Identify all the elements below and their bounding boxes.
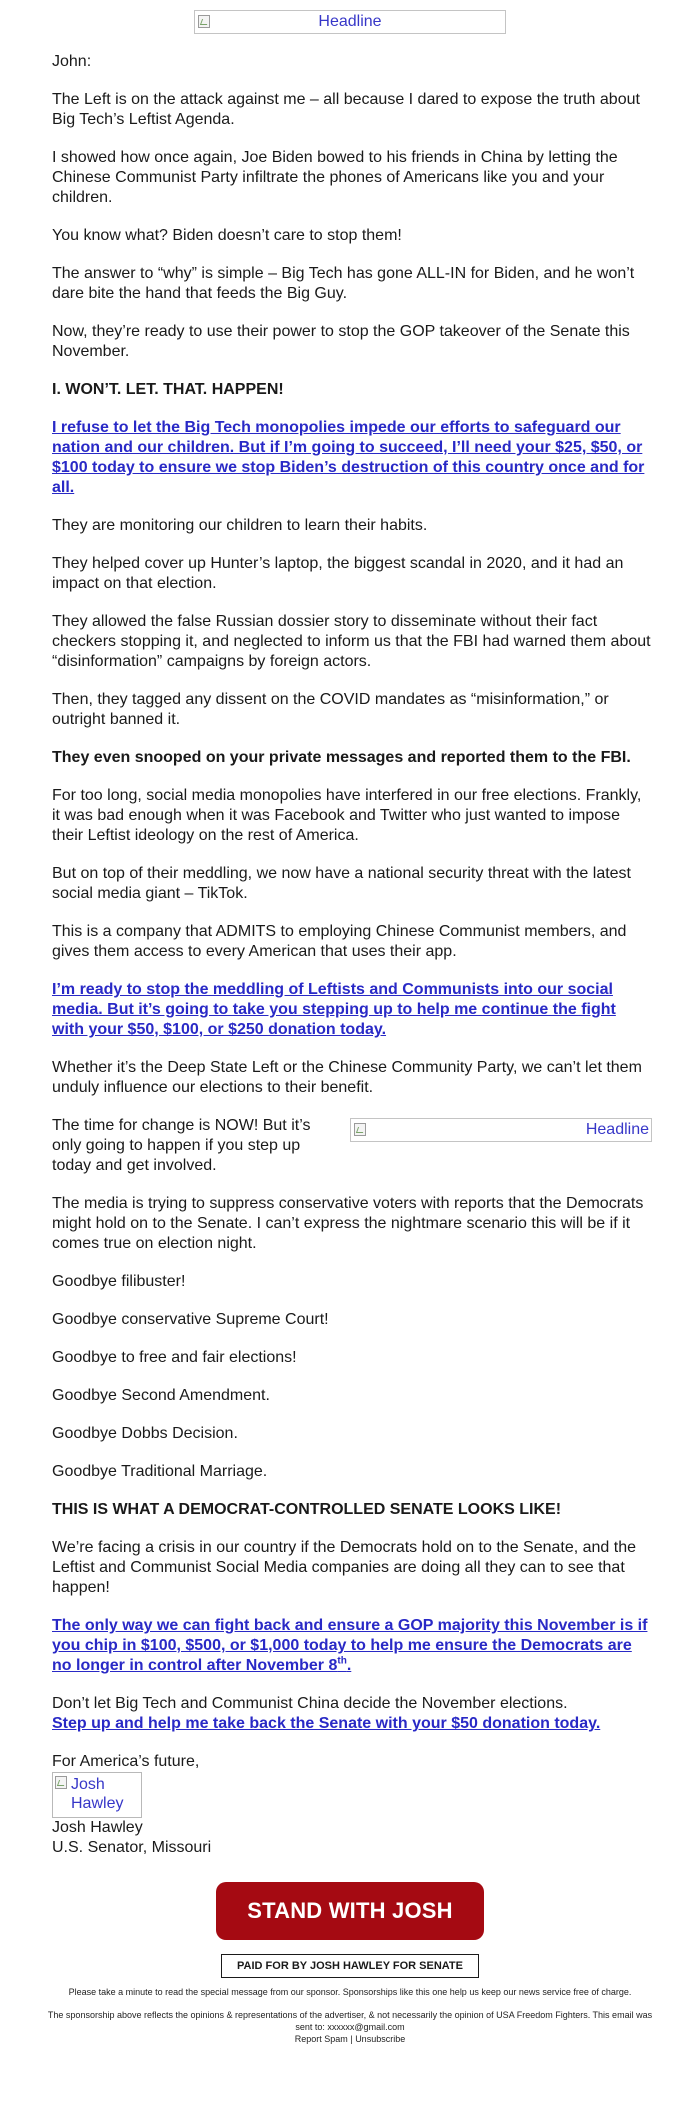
paragraph: But on top of their meddling, we now have a national security threat with the latest social media giant – TikTok. [52,865,631,902]
bold-statement: I. WON’T. LET. THAT. HAPPEN! [52,381,284,398]
paragraph: They are monitoring our children to learn their habits. [52,517,428,534]
signature-alt: Josh Hawley [71,1776,124,1812]
goodbye-line: Goodbye Dobbs Decision. [52,1425,238,1442]
broken-image-icon [354,1123,366,1136]
paid-for-notice: PAID FOR BY JOSH HAWLEY FOR SENATE [221,1954,479,1978]
signature-image [52,1772,142,1818]
signer-title: U.S. Senator, Missouri [52,1839,212,1856]
paragraph: The media is trying to suppress conservative voters with reports that the Democrats might hold on to the Senate. I can’t express the nightmare scenario this will be if it comes true on election night. [52,1195,644,1252]
paragraph: We’re facing a crisis in our country if the Democrats hold on to the Senate, and the Leftist and Communist Social Media companies are doing all they can to see that happen! [52,1539,637,1596]
footer-links [45,2033,655,2045]
goodbye-line: Goodbye Second Amendment. [52,1387,270,1404]
bold-statement: They even snooped on your private messages and reported them to the FBI. [52,749,631,766]
report-spam-link[interactable]: Report Spam [294,2034,348,2044]
broken-image-icon [55,1776,67,1789]
paragraph: This is a company that ADMITS to employing Chinese Communist members, and gives them access to every American that uses their app. [52,923,627,960]
donate-link-3[interactable] [52,1617,647,1674]
link-separator: | [350,2034,353,2044]
paragraph: I showed how once again, Joe Biden bowed to his friends in China by letting the Chinese Communist Party infiltrate the phones of Americans like you and your children. [52,149,618,206]
paragraph: Now, they’re ready to use their power to stop the GOP takeover of the Senate this November. [52,323,630,360]
donate-link-4[interactable]: Step up and help me take back the Senate with your $50 donation today. [52,1715,601,1732]
goodbye-line: Goodbye Traditional Marriage. [52,1463,268,1480]
goodbye-line: Goodbye conservative Supreme Court! [52,1311,329,1328]
header-image[interactable] [194,10,506,34]
stand-with-josh-button[interactable]: STAND WITH JOSH [216,1882,484,1940]
mid-image-alt: Headline [585,1121,649,1138]
paragraph: The Left is on the attack against me – all because I dared to expose the truth about Big Tech’s Leftist Agenda. [52,91,640,128]
letter-content [52,52,652,1858]
paragraph: The answer to “why” is simple – Big Tech has gone ALL-IN for Biden, and he won’t dare bite the hand that feeds the Big Guy. [52,265,635,302]
donate-link-2[interactable]: I’m ready to stop the meddling of Leftists and Communists into our social media. But it’s going to take you stepping up to help me continue the fight with your $50, $100, or $250 donation today. [52,981,616,1038]
closing: For America’s future, [52,1753,200,1770]
goodbye-line: Goodbye to free and fair elections! [52,1349,297,1366]
goodbye-line: Goodbye filibuster! [52,1273,186,1290]
signer-name: Josh Hawley [52,1819,143,1836]
disclaimer: The sponsorship above reflects the opinions & representations of the advertiser, & not necessarily the opinion of USA Freedom Fighters. This email was sent to: xxxxxx@gmail.com [47,2010,653,2032]
paragraph: They helped cover up Hunter’s laptop, the biggest scandal in 2020, and it had an impact on that election. [52,555,624,592]
email-body [0,10,700,2045]
paragraph: Whether it’s the Deep State Left or the Chinese Community Party, we can’t let them unduly influence our elections to their benefit. [52,1059,642,1096]
donate-link-1[interactable]: I refuse to let the Big Tech monopolies impede our efforts to safeguard our nation and our children. But if I’m going to succeed, I’ll need your $25, $50, or $100 today to ensure we stop Biden’s destruction of this country once and for all. [52,419,645,496]
superscript: th [337,1655,347,1667]
paragraph: They allowed the false Russian dossier story to disseminate without their fact checkers stopping it, and neglected to inform us that the FBI had warned them about “disinformation” campaigns by foreign actors. [52,613,651,670]
paragraph: For too long, social media monopolies have interfered in our free elections. Frankly, it was bad enough when it was Facebook and Twitter who just wanted to impose their Leftist ideology on the rest of America. [52,787,642,844]
paragraph: The time for change is NOW! But it’s only going to happen if you step up today and get involved. [52,1117,311,1174]
donate-link-3-end: . [346,1657,352,1674]
paragraph: Don’t let Big Tech and Communist China decide the November elections. [52,1695,568,1712]
bold-statement: THIS IS WHAT A DEMOCRAT-CONTROLLED SENATE LOOKS LIKE! [52,1501,562,1518]
donate-link-3-text: The only way we can fight back and ensure a GOP majority this November is if you chip in $100, $500, or $1,000 today to help me ensure the Democrats are no longer in control after November 8 [52,1617,648,1674]
paragraph: Then, they tagged any dissent on the COVID mandates as “misinformation,” or outright banned it. [52,691,609,728]
image-row [52,1116,652,1176]
sponsor-note: Please take a minute to read the special message from our sponsor. Sponsorships like this one help us keep our news service free of charge. [68,1987,632,1997]
unsubscribe-link[interactable]: Unsubscribe [355,2034,406,2044]
broken-image-icon [198,15,210,28]
header-image-alt: Headline [318,13,382,30]
paragraph: You know what? Biden doesn’t care to stop them! [52,227,402,244]
mid-image[interactable] [350,1118,652,1142]
greeting: John: [52,53,92,70]
